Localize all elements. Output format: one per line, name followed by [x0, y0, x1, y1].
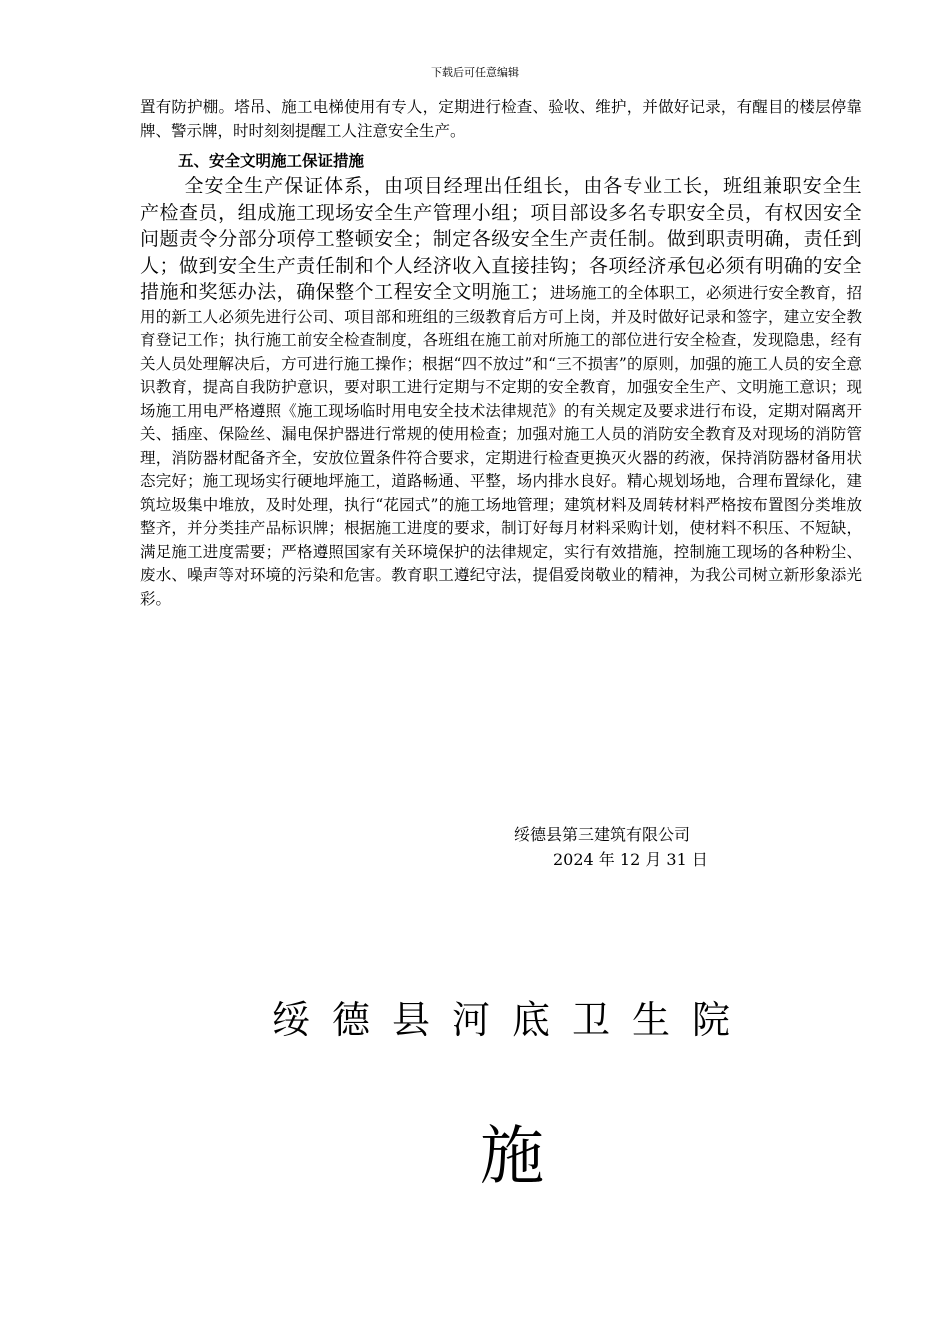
signature-company: 绥德县第三建筑有限公司	[514, 825, 691, 844]
cover-title: 绥德县河底卫生院	[272, 998, 753, 1042]
main-paragraph-large-text: 全安全生产保证体系，由项目经理出任组长，由各专业工长，班组兼职安全生产检查员，组成施工现场安全生产管理小组；项目部设多名专职安全员，有权因安全问题责令分部分项停工整顿安全；制定各级安全生产责任制。做到职责明确，责任到人；做到安全生产责任制和个人经济收入直接挂钩；各项经济承包必须有明确的安全措施和奖惩办法，确保整个工程安全文明施工；	[140, 175, 862, 303]
cover-character: 施	[480, 1120, 544, 1194]
section-heading: 五、安全文明施工保证措施	[178, 151, 365, 170]
signature-date: 2024 年 12 月 31 日	[553, 850, 708, 869]
header-note: 下载后可任意编辑	[431, 66, 519, 79]
main-paragraph	[140, 173, 862, 611]
main-paragraph-text: 进场施工的全体职工，必须进行安全教育，招用的新工人必须先进行公司、项目部和班组的三级教育后方可上岗，并及时做好记录和签字，建立安全教育登记工作；执行施工前安全检查制度，各班组在施工前对所施工的部位进行安全检查，发现隐患，经有关人员处理解决后，方可进行施工操作；根据“四不放过”和“三不损害”的原则，加强的施工人员的安全意识教育，提高自我防护意识，要对职工进行定期与不定期的安全教育，加强安全生产、文明施工意识；现场施工用电严格遵照《施工现场临时用电安全技术法律规范》的有关规定及要求进行布设，定期对隔离开关、插座、保险丝、漏电保护器进行常规的使用检查；加强对施工人员的消防安全教育及对现场的消防管理，消防器材配备齐全，安放位置条件符合要求，定期进行检查更换灭火器的药液，保持消防器材备用状态完好；施工现场实行硬地坪施工，道路畅通、平整，场内排水良好。精心规划场地，合理布置绿化，建筑垃圾集中堆放，及时处理，执行“花园式”的施工场地管理；建筑材料及周转材料严格按布置图分类堆放整齐，并分类挂产品标识牌；根据施工进度的要求，制订好每月材料采购计划，使材料不积压、不短缺，满足施工进度需要；严格遵照国家有关环境保护的法律规定，实行有效措施，控制施工现场的各种粉尘、废水、噪声等对环境的污染和危害。教育职工遵纪守法，提倡爱岗敬业的精神，为我公司树立新形象添光彩。	[140, 284, 862, 608]
continuation-paragraph: 置有防护棚。塔吊、施工电梯使用有专人，定期进行检查、验收、维护，并做好记录，有醒目的楼层停靠牌、警示牌，时时刻刻提醒工人注意安全生产。	[140, 98, 862, 140]
